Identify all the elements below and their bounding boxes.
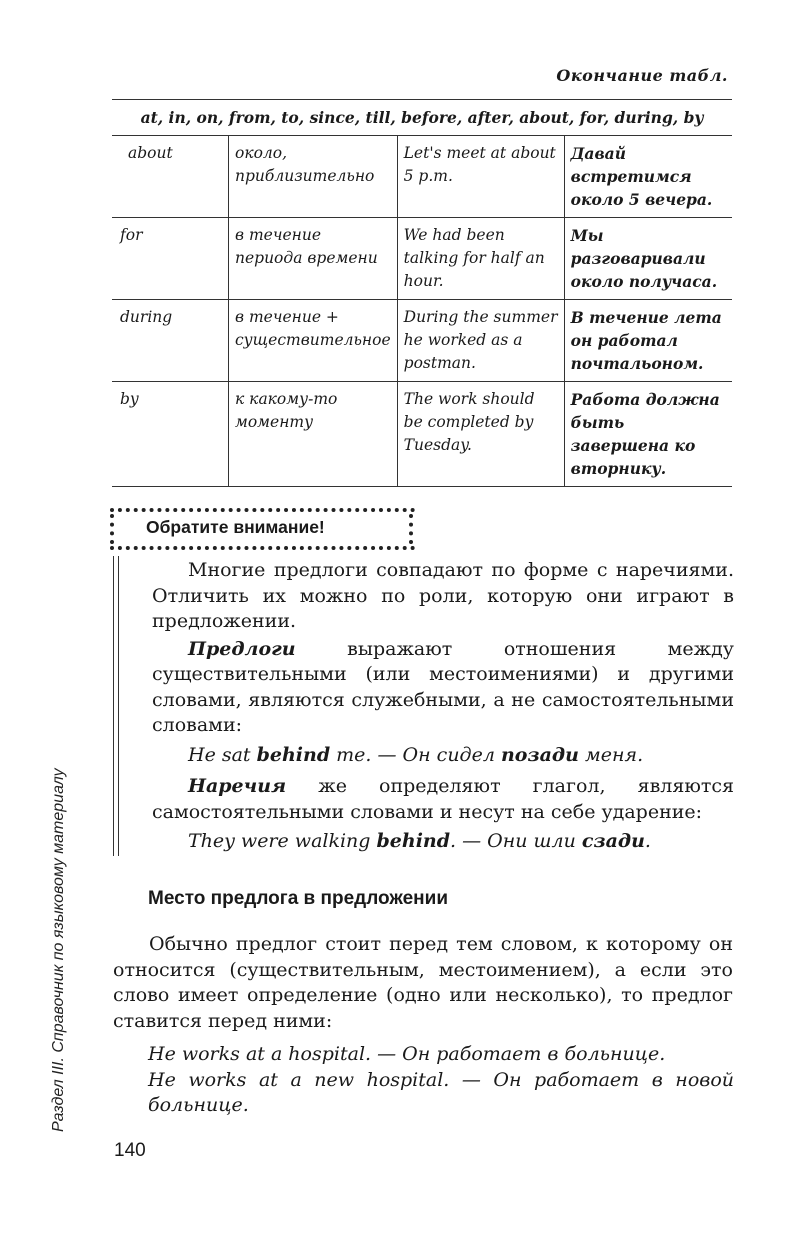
cell-meaning: около, приблизительно: [229, 136, 398, 218]
notice-paragraph-text: выражают отношения между существительными (или местоимениями) и другими словами, являются служебными, а не самостоятельными словами:: [152, 637, 734, 736]
cell-preposition: for: [112, 218, 229, 300]
example-highlight: behind: [376, 830, 451, 852]
example-text: .: [644, 830, 651, 852]
term-adverbs: Наречия: [188, 775, 287, 797]
example-sentence: [188, 829, 734, 855]
notice-paragraph: [152, 774, 734, 825]
example-text: They were walking: [188, 830, 377, 852]
cell-russian-example: Давай встретимся около 5 вечера.: [564, 136, 732, 218]
cell-russian-example: В течение лета он работал почтальоном.: [564, 300, 732, 382]
example-text: меня.: [578, 743, 644, 766]
cell-russian-example: Работа должна быть завершена ко вторнику.: [564, 382, 732, 487]
example-text: me. — Он сидел: [330, 743, 501, 766]
notice-side-rule: [113, 556, 119, 856]
notice-dotted-border: [409, 514, 413, 544]
example-text: He sat: [188, 743, 257, 766]
cell-russian-example: Мы разговаривали около получаса.: [564, 218, 732, 300]
section-heading: Место предлога в предложении: [148, 888, 449, 909]
notice-dotted-border: [110, 508, 415, 512]
cell-english-example: Let's meet at about 5 p.m.: [397, 136, 564, 218]
table-row: [112, 300, 732, 382]
section-body: [113, 932, 733, 1034]
notice-paragraph: [152, 637, 734, 739]
prepositions-table: [112, 99, 732, 487]
table-header: at, in, on, from, to, since, till, before, after, about, for, during, by: [112, 100, 732, 136]
cell-meaning: в течение периода времени: [229, 218, 398, 300]
cell-preposition: by: [112, 382, 229, 487]
table-row: [112, 382, 732, 487]
page-number: 140: [114, 1140, 146, 1161]
notice-box: [110, 504, 415, 552]
example-text: . — Они шли: [450, 830, 582, 852]
cell-preposition: during: [112, 300, 229, 382]
table-row: [112, 136, 732, 218]
notice-content: [152, 558, 734, 861]
notice-paragraph-text: же определяют глагол, являются самостоятельными словами и несут на себе ударение:: [152, 775, 734, 823]
example-sentence: [188, 743, 734, 769]
cell-english-example: The work should be completed by Tuesday.: [397, 382, 564, 487]
cell-english-example: During the summer he worked as a postman.: [397, 300, 564, 382]
section-side-label: Раздел III. Справочник по языковому материалу: [50, 768, 67, 1132]
table-caption: Окончание табл.: [556, 66, 728, 85]
table-header-row: [112, 100, 732, 136]
notice-dotted-border: [110, 514, 114, 544]
example-highlight: позади: [500, 743, 579, 766]
example-sentence: He works at a hospital. — Он работает в больнице.: [148, 1043, 666, 1065]
notice-dotted-border: [110, 546, 415, 550]
notice-paragraph: Многие предлоги совпадают по форме с наречиями. Отличить их можно по роли, которую они играют в предложении.: [152, 559, 734, 632]
example-highlight: behind: [256, 743, 331, 766]
term-prepositions: Предлоги: [188, 637, 296, 660]
table-row: [112, 218, 732, 300]
cell-meaning: к какому-то моменту: [229, 382, 398, 487]
notice-title: Обратите внимание!: [146, 517, 325, 537]
cell-english-example: We had been talking for half an hour.: [397, 218, 564, 300]
section-paragraph: Обычно предлог стоит перед тем словом, к которому он относится (существительным, местоимением), а если это слово имеет определение (одно или несколько), то предлог ставится перед ними:: [113, 933, 733, 1032]
example-sentence: He works at a new hospital. — Он работает в новой больнице.: [148, 1068, 734, 1116]
cell-meaning: в течение + существительное: [229, 300, 398, 382]
section-examples: [148, 1042, 734, 1119]
example-highlight: сзади: [581, 830, 645, 852]
cell-preposition: about: [112, 136, 229, 218]
